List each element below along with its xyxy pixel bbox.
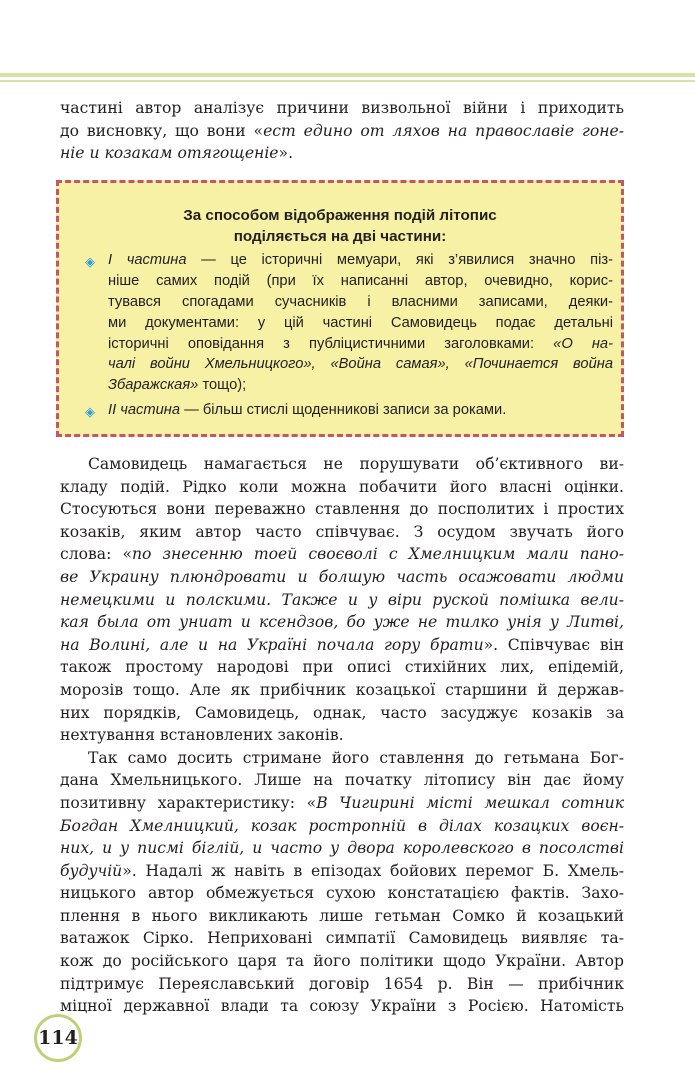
text-line <box>60 950 624 973</box>
text-span: кладу подій. Рідко коли можна побачити його власні оцінки. <box>60 477 624 496</box>
text-line <box>60 973 624 996</box>
text-line <box>60 837 624 860</box>
text-line <box>60 634 624 657</box>
text-line <box>60 792 624 815</box>
text-span: козаків, яким автор часто співчуває. З осудом звучать його <box>60 522 624 541</box>
text-span: слова: « <box>60 545 132 564</box>
text-line <box>60 905 624 928</box>
info-box-title-line: За способом відображення подій літопис <box>183 207 497 224</box>
text-line <box>60 498 624 521</box>
info-box-line <box>108 400 613 421</box>
text-span: ватажок Сірко. Неприховані симпатії Самовидець виявляє та- <box>60 929 624 948</box>
text-span: ницького автор обмежується сухою констатацією фактів. Захо- <box>60 884 624 903</box>
text-span: Самовидець намагається не порушувати об’єктивного ви- <box>88 455 624 473</box>
text-span: дана Хмельницького. Лише на початку літопису він дає йому <box>60 771 624 790</box>
italic-quote-span: ніе и козакам отягощеніе <box>60 144 279 163</box>
text-span: ». Надалі ж навіть в епізодах бойових перемог Б. Хмель- <box>122 861 624 880</box>
info-box-line <box>108 313 613 334</box>
info-box-line <box>108 250 613 271</box>
text-span: — це історичні мемуари, які з’явилися значно піз- <box>186 252 613 268</box>
italic-quote-span: кая была от униат и ксендзов, бо уже не тилко унія у Литві, <box>60 613 624 632</box>
info-box-line <box>108 292 613 313</box>
italic-quote-span: на Волині, але и на Україні почала гору брати <box>60 635 484 654</box>
text-span: нехтування встановлених законів. <box>60 726 344 745</box>
italic-quote-span: немецкими и полскими. Также и у віри руской помішка вели- <box>60 590 624 609</box>
italic-quote-span: ве Украину плюндровати и болшую часть осажовати людми <box>60 567 624 586</box>
text-line <box>60 860 624 883</box>
text-span: тувався спогадами сучасників і власними записами, деяки- <box>108 293 613 310</box>
text-line <box>60 927 624 950</box>
intro-paragraph <box>60 97 624 165</box>
text-span: тощо); <box>198 377 247 394</box>
text-line <box>60 747 624 770</box>
text-line <box>60 566 624 589</box>
text-span: історичні оповідання з публіцистичними заголовками: <box>108 335 554 352</box>
info-box-item-part-1 <box>108 250 613 396</box>
text-span: кож до російського царя та його політики щодо України. Автор <box>60 952 624 971</box>
text-line <box>60 679 624 702</box>
italic-quote-span: ест едино от ляхов на православіе гоне- <box>263 121 624 140</box>
text-span: Стосуються вони переважно ставлення до посполитих і простих <box>60 500 624 519</box>
info-box-line <box>108 271 613 292</box>
diamond-bullet-icon: ◈ <box>85 404 95 419</box>
text-line <box>60 453 624 476</box>
text-line <box>60 142 624 165</box>
text-line <box>60 589 624 612</box>
italic-quote-span: по знесенню тоей своєволі с Хмелницким мали пано- <box>132 545 624 564</box>
header-rule-thin <box>0 80 695 82</box>
text-line <box>60 815 624 838</box>
italic-quote-span: Богдан Хмелницкий, козак ростропній в ділах козацких воєн- <box>60 816 624 835</box>
text-line <box>60 882 624 905</box>
text-line <box>60 120 624 143</box>
text-span: підтримує Переяславський договір 1654 р. Він — прибічник <box>60 974 624 993</box>
text-line <box>60 521 624 544</box>
text-line <box>60 769 624 792</box>
info-box-title-line: поділяється на дві частини: <box>233 228 447 245</box>
text-span: Так само досить стримане його ставлення до гетьмана Бог- <box>88 748 624 767</box>
text-span: морозів тощо. Але як прибічник козацької старшини й держав- <box>60 680 624 699</box>
text-line <box>60 476 624 499</box>
text-line <box>60 97 624 120</box>
text-line <box>60 656 624 679</box>
text-span: них порядків, Самовидець, однак, часто засуджує козаків за <box>60 703 624 722</box>
text-span: частині автор аналізує причини визвольної війни і приходить <box>60 99 624 117</box>
text-span: плення в нього викликають лише гетьман Сомко й козацький <box>60 906 624 925</box>
info-box-title <box>59 205 621 247</box>
italic-quote-span: Збаражская» <box>108 377 199 394</box>
text-span: ». <box>278 144 294 163</box>
text-span: — більш стислі щоденникові записи за роками. <box>180 402 507 418</box>
italic-quote-span: В Чигирині місті мешкал сотник <box>316 793 625 812</box>
text-span: міцної державної влади та союзу України з Росією. Натомість <box>60 997 624 1016</box>
text-line <box>60 995 624 1018</box>
text-line <box>60 611 624 634</box>
info-box-line <box>108 354 613 375</box>
text-span: ». Співчуває він <box>483 635 624 654</box>
text-span: також простому народові при описі стихійних лих, епідемій, <box>60 658 624 677</box>
text-line <box>60 702 624 725</box>
body-text <box>60 453 624 1018</box>
info-box <box>56 180 624 437</box>
info-box-line <box>108 334 613 355</box>
text-line <box>60 724 624 747</box>
italic-quote-span: них, и у писмі біглій, и часто у двора королевского в посолстві <box>60 839 624 858</box>
header-rule-thick <box>0 73 695 77</box>
italic-quote-span: чалі войни Хмельницкого», «Война самая», «Починается война <box>108 356 613 373</box>
italic-quote-span: будучій <box>60 861 123 880</box>
italic-quote-span: І частина <box>108 252 187 268</box>
italic-quote-span: ІІ частина <box>108 402 181 418</box>
diamond-bullet-icon: ◈ <box>85 254 95 269</box>
text-span: ніше самих подій (при їх написанні автор, очевидно, корис- <box>108 272 613 289</box>
text-span: до висновку, що вони « <box>60 121 264 140</box>
info-box-line <box>108 375 613 396</box>
italic-quote-span: «О на- <box>553 335 613 352</box>
info-box-item-part-2 <box>108 400 613 421</box>
text-span: ми документами: у цій частині Самовидець подає детальні <box>108 314 613 331</box>
page-number: 114 <box>38 1027 78 1049</box>
text-span: позитивну характеристику: « <box>60 793 317 812</box>
text-line <box>60 543 624 566</box>
